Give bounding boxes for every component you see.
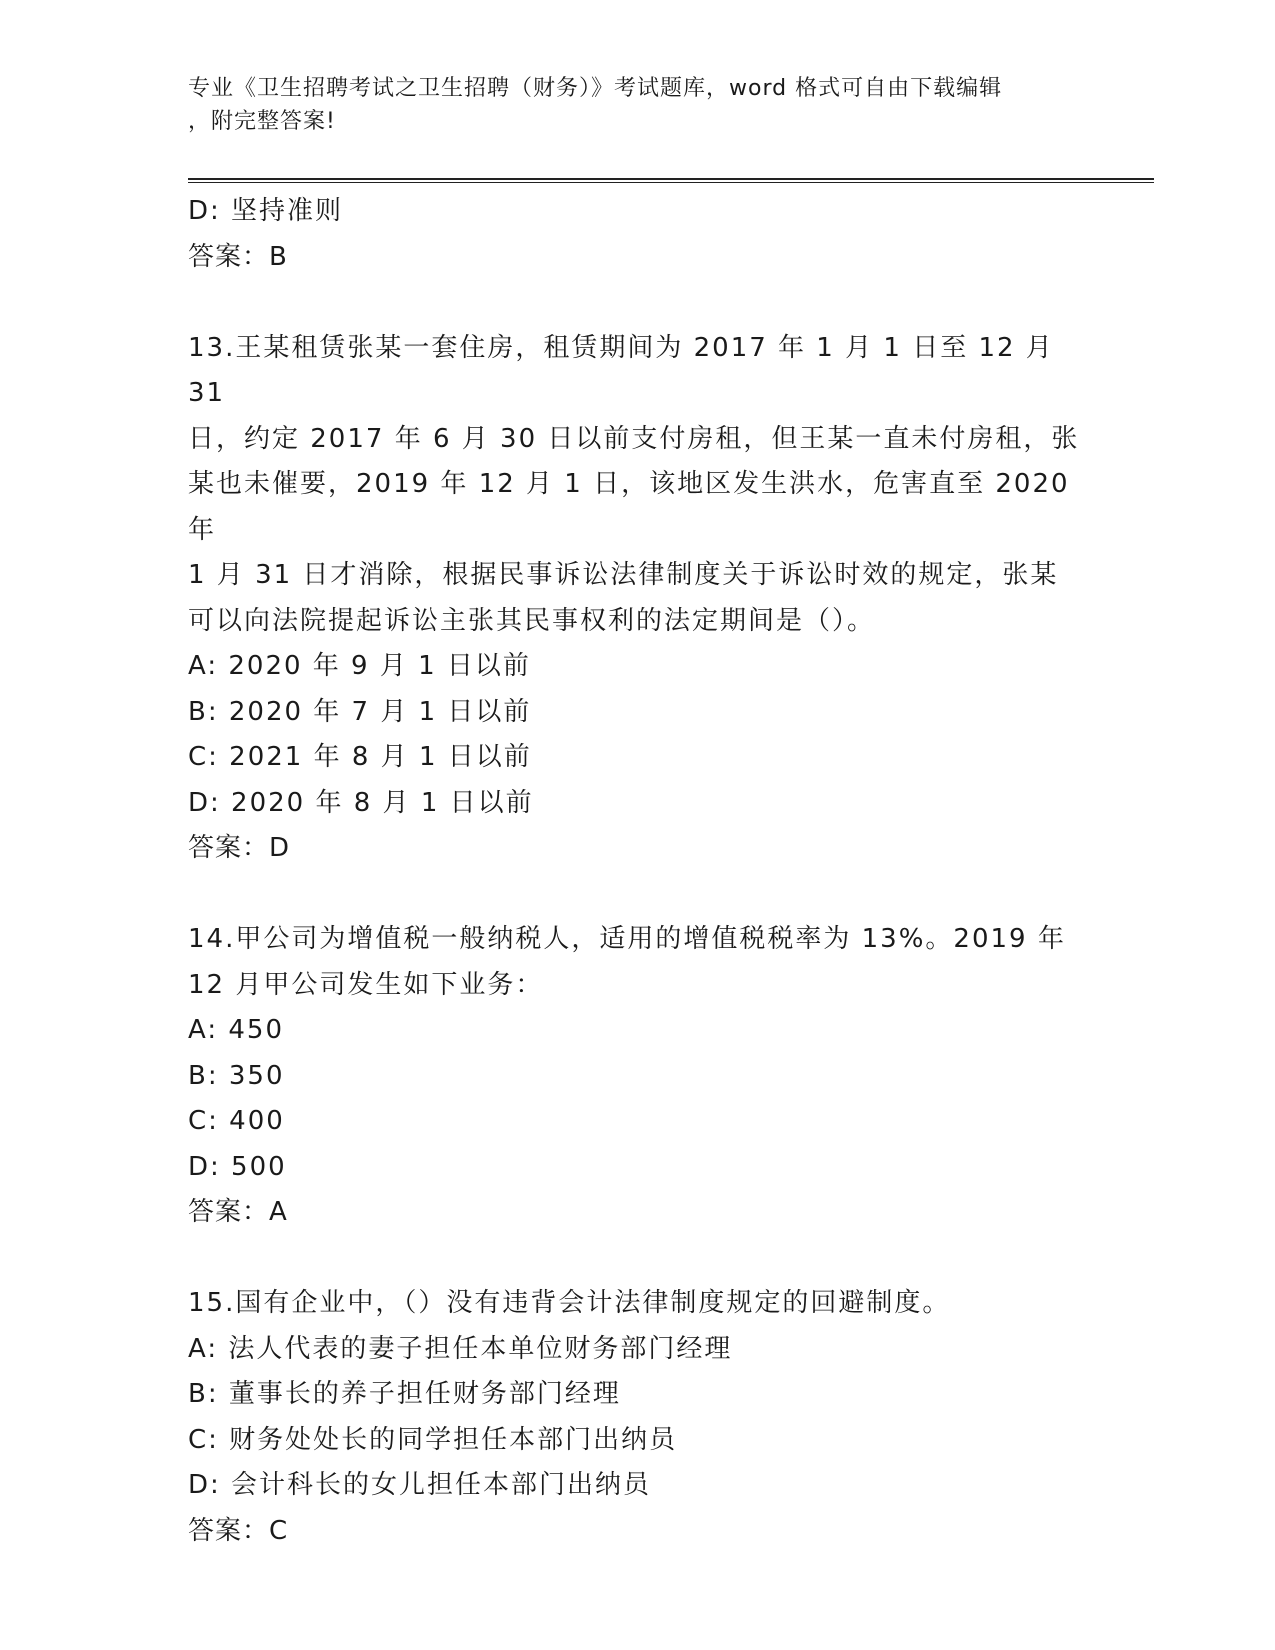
question-14-option-a: A: 450 xyxy=(188,1015,284,1045)
document-header xyxy=(188,72,1068,138)
question-14-option-b: B: 350 xyxy=(188,1060,285,1091)
question-14-line-2: 12 月甲公司发生如下业务： xyxy=(188,969,544,1000)
question-14 xyxy=(188,917,1088,1236)
question-14-answer: 答案：A xyxy=(188,1197,288,1227)
question-13-option-c: C: 2021 年 8 月 1 日以前 xyxy=(188,742,532,772)
question-15-line-1: 15.国有企业中，（）没有违背会计法律制度规定的回避制度。 xyxy=(188,1288,951,1318)
spacer xyxy=(188,280,1088,326)
question-15-option-a: A: 法人代表的妻子担任本单位财务部门经理 xyxy=(188,1333,733,1364)
question-13 xyxy=(188,326,1088,872)
header-line-2: ，附完整答案! xyxy=(188,109,336,134)
question-13-option-b: B: 2020 年 7 月 1 日以前 xyxy=(188,696,532,727)
header-divider-thin xyxy=(188,182,1154,183)
header-divider-thick xyxy=(188,178,1154,180)
question-14-option-c: C: 400 xyxy=(188,1106,285,1136)
question-13-line-2: 日，约定 2017 年 6 月 30 日以前支付房租，但王某一直未付房租，张 xyxy=(188,423,1080,454)
prev-answer: 答案：B xyxy=(188,241,288,272)
question-13-line-5: 可以向法院提起诉讼主张其民事权利的法定期间是（）。 xyxy=(188,605,876,636)
question-15-option-d: D: 会计科长的女儿担任本部门出纳员 xyxy=(188,1470,652,1500)
prev-option-d: D: 坚持准则 xyxy=(188,196,344,226)
header-line-1: 专业《卫生招聘考试之卫生招聘（财务）》考试题库，word 格式可自由下载编辑 xyxy=(188,76,1003,101)
question-13-option-d: D: 2020 年 8 月 1 日以前 xyxy=(188,787,534,818)
question-13-answer: 答案：D xyxy=(188,833,291,863)
spacer xyxy=(188,1236,1088,1282)
question-13-option-a: A: 2020 年 9 月 1 日以前 xyxy=(188,651,531,681)
question-15-answer: 答案：C xyxy=(188,1515,289,1546)
question-15-option-c: C: 财务处处长的同学担任本部门出纳员 xyxy=(188,1424,678,1455)
question-content xyxy=(188,189,1088,1554)
question-13-line-4: 1 月 31 日才消除，根据民事诉讼法律制度关于诉讼时效的规定，张某 xyxy=(188,560,1059,590)
question-15 xyxy=(188,1281,1088,1554)
question-15-option-b: B: 董事长的养子担任财务部门经理 xyxy=(188,1379,621,1409)
question-13-line-3: 某也未催要，2019 年 12 月 1 日，该地区发生洪水，危害直至 2020 年 xyxy=(188,469,1070,545)
spacer xyxy=(188,872,1088,918)
question-13-line-1: 13.王某租赁张某一套住房，租赁期间为 2017 年 1 月 1 日至 12 月 31 xyxy=(188,332,1054,408)
question-14-option-d: D: 500 xyxy=(188,1151,287,1182)
question-14-line-1: 14.甲公司为增值税一般纳税人，适用的增值税税率为 13%。2019 年 xyxy=(188,924,1066,954)
